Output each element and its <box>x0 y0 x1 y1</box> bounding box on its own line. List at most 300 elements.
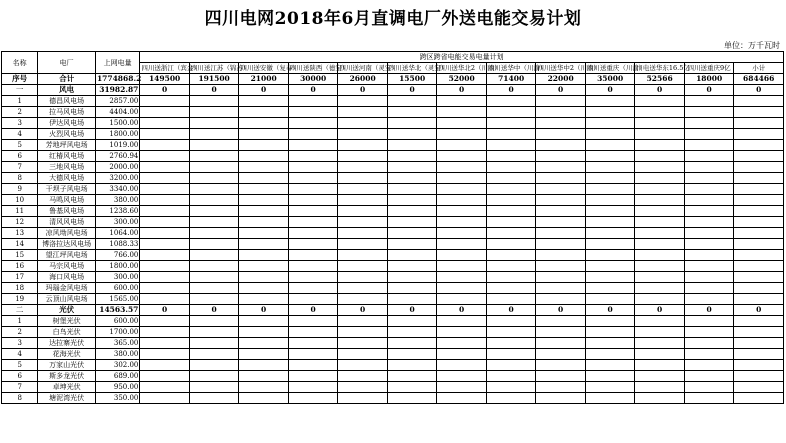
empty-cell <box>734 239 784 250</box>
section-value: 0 <box>288 85 338 96</box>
empty-cell <box>585 349 635 360</box>
plant-name: 卓坤光伏 <box>38 382 96 393</box>
empty-cell <box>140 250 190 261</box>
empty-cell <box>338 129 388 140</box>
row-number: 15 <box>2 250 38 261</box>
online-value: 302.00 <box>95 360 139 371</box>
empty-cell <box>437 195 487 206</box>
online-value: 1800.00 <box>95 129 139 140</box>
empty-cell <box>734 162 784 173</box>
total-value: 21000 <box>239 74 289 85</box>
empty-cell <box>585 371 635 382</box>
empty-cell <box>635 239 685 250</box>
section-value: 0 <box>239 85 289 96</box>
section-value: 0 <box>536 85 586 96</box>
empty-cell <box>189 250 239 261</box>
row-number: 14 <box>2 239 38 250</box>
table-row <box>2 96 784 107</box>
empty-cell <box>288 173 338 184</box>
empty-cell <box>635 162 685 173</box>
empty-cell <box>140 217 190 228</box>
table-row <box>2 173 784 184</box>
empty-cell <box>189 151 239 162</box>
table-row <box>2 239 784 250</box>
empty-cell <box>635 206 685 217</box>
section-value: 0 <box>635 85 685 96</box>
column-header: 四川送华北（灵宝） <box>388 64 448 72</box>
empty-cell <box>635 250 685 261</box>
table-row <box>2 349 784 360</box>
empty-cell <box>189 162 239 173</box>
empty-cell <box>338 151 388 162</box>
empty-cell <box>536 261 586 272</box>
table-row <box>2 283 784 294</box>
empty-cell <box>734 206 784 217</box>
empty-cell <box>585 272 635 283</box>
empty-cell <box>338 371 388 382</box>
empty-cell <box>536 239 586 250</box>
empty-cell <box>734 349 784 360</box>
empty-cell <box>437 118 487 129</box>
empty-cell <box>684 393 734 404</box>
online-value: 2000.00 <box>95 162 139 173</box>
empty-cell <box>635 217 685 228</box>
empty-cell <box>387 129 437 140</box>
empty-cell <box>140 129 190 140</box>
empty-cell <box>486 239 536 250</box>
online-value: 689.00 <box>95 371 139 382</box>
empty-cell <box>338 283 388 294</box>
table-row <box>2 327 784 338</box>
empty-cell <box>338 118 388 129</box>
row-number: 3 <box>2 118 38 129</box>
empty-cell <box>585 118 635 129</box>
section-value: 0 <box>387 305 437 316</box>
empty-cell <box>437 349 487 360</box>
empty-cell <box>684 371 734 382</box>
empty-cell <box>734 360 784 371</box>
empty-cell <box>536 118 586 129</box>
section-value: 0 <box>684 85 734 96</box>
section-value: 0 <box>140 85 190 96</box>
column-header: 四川送河南（灵宝） <box>339 64 398 72</box>
empty-cell <box>486 360 536 371</box>
empty-cell <box>239 283 289 294</box>
empty-cell <box>536 294 586 305</box>
section-value: 0 <box>338 85 388 96</box>
empty-cell <box>338 382 388 393</box>
empty-cell <box>536 371 586 382</box>
empty-cell <box>387 151 437 162</box>
empty-cell <box>437 96 487 107</box>
empty-cell <box>437 151 487 162</box>
section-row <box>2 85 784 96</box>
empty-cell <box>536 173 586 184</box>
empty-cell <box>140 118 190 129</box>
row-number: 9 <box>2 184 38 195</box>
empty-cell <box>585 382 635 393</box>
online-value: 300.00 <box>95 272 139 283</box>
empty-cell <box>536 195 586 206</box>
empty-cell <box>437 184 487 195</box>
section-value: 0 <box>734 85 784 96</box>
empty-cell <box>684 382 734 393</box>
empty-cell <box>387 294 437 305</box>
empty-cell <box>140 162 190 173</box>
empty-cell <box>189 261 239 272</box>
plant-name: 清风风电场 <box>38 217 96 228</box>
empty-cell <box>437 173 487 184</box>
section-value: 0 <box>338 305 388 316</box>
unit-note: 单位：万千瓦时 <box>724 41 780 50</box>
empty-cell <box>140 338 190 349</box>
empty-cell <box>338 360 388 371</box>
empty-cell <box>239 250 289 261</box>
row-number: 4 <box>2 349 38 360</box>
empty-cell <box>486 118 536 129</box>
table-row <box>2 261 784 272</box>
empty-cell <box>734 371 784 382</box>
empty-cell <box>585 162 635 173</box>
empty-cell <box>437 250 487 261</box>
online-value: 600.00 <box>95 283 139 294</box>
empty-cell <box>288 393 338 404</box>
empty-cell <box>239 393 289 404</box>
empty-cell <box>734 217 784 228</box>
transaction-plan-table <box>1 51 784 404</box>
empty-cell <box>585 195 635 206</box>
empty-cell <box>486 151 536 162</box>
empty-cell <box>734 195 784 206</box>
empty-cell <box>734 96 784 107</box>
empty-cell <box>684 184 734 195</box>
empty-cell <box>338 393 388 404</box>
empty-cell <box>684 162 734 173</box>
online-value: 1238.60 <box>95 206 139 217</box>
empty-cell <box>536 327 586 338</box>
empty-cell <box>684 140 734 151</box>
empty-cell <box>635 338 685 349</box>
column-header: 川电送华东16.5亿 <box>636 64 690 72</box>
empty-cell <box>536 96 586 107</box>
empty-cell <box>536 107 586 118</box>
empty-cell <box>486 272 536 283</box>
row-number: 13 <box>2 228 38 239</box>
empty-cell <box>437 107 487 118</box>
empty-cell <box>684 195 734 206</box>
empty-cell <box>536 338 586 349</box>
empty-cell <box>140 239 190 250</box>
empty-cell <box>486 184 536 195</box>
empty-cell <box>486 250 536 261</box>
empty-cell <box>189 338 239 349</box>
table-row <box>2 162 784 173</box>
section-number: 一 <box>2 85 38 96</box>
empty-cell <box>486 349 536 360</box>
empty-cell <box>239 173 289 184</box>
empty-cell <box>140 261 190 272</box>
table-row <box>2 184 784 195</box>
table-row <box>2 360 784 371</box>
empty-cell <box>140 360 190 371</box>
row-number: 18 <box>2 283 38 294</box>
empty-cell <box>635 118 685 129</box>
empty-cell <box>635 151 685 162</box>
empty-cell <box>585 360 635 371</box>
total-value: 52000 <box>437 74 487 85</box>
section-value: 0 <box>140 305 190 316</box>
empty-cell <box>338 272 388 283</box>
empty-cell <box>536 316 586 327</box>
empty-cell <box>288 283 338 294</box>
empty-cell <box>387 316 437 327</box>
empty-cell <box>338 316 388 327</box>
table-row <box>2 217 784 228</box>
plant-name: 三地风电场 <box>38 162 96 173</box>
empty-cell <box>239 294 289 305</box>
empty-cell <box>684 151 734 162</box>
table-row <box>2 118 784 129</box>
empty-cell <box>140 272 190 283</box>
empty-cell <box>338 327 388 338</box>
plant-name: 云顶山风电场 <box>38 294 96 305</box>
row-number: 1 <box>2 316 38 327</box>
empty-cell <box>437 393 487 404</box>
online-value: 2760.94 <box>95 151 139 162</box>
empty-cell <box>486 294 536 305</box>
section-label: 光伏 <box>38 305 96 316</box>
empty-cell <box>189 327 239 338</box>
empty-cell <box>338 96 388 107</box>
empty-cell <box>140 140 190 151</box>
empty-cell <box>437 360 487 371</box>
plant-name: 红椿风电场 <box>38 151 96 162</box>
empty-cell <box>387 338 437 349</box>
plant-name: 花海光伏 <box>38 349 96 360</box>
empty-cell <box>536 151 586 162</box>
empty-cell <box>140 96 190 107</box>
empty-cell <box>387 140 437 151</box>
empty-cell <box>635 140 685 151</box>
empty-cell <box>635 349 685 360</box>
empty-cell <box>140 151 190 162</box>
section-value: 0 <box>635 305 685 316</box>
online-value: 950.00 <box>95 382 139 393</box>
row-number: 8 <box>2 393 38 404</box>
empty-cell <box>387 184 437 195</box>
empty-cell <box>338 349 388 360</box>
empty-cell <box>239 371 289 382</box>
empty-cell <box>288 184 338 195</box>
row-number: 2 <box>2 327 38 338</box>
plant-name: 凉风坳风电场 <box>38 228 96 239</box>
empty-cell <box>140 107 190 118</box>
empty-cell <box>387 327 437 338</box>
empty-cell <box>338 228 388 239</box>
section-online: 31982.87 <box>95 85 139 96</box>
empty-cell <box>734 283 784 294</box>
empty-cell <box>635 129 685 140</box>
empty-cell <box>684 206 734 217</box>
empty-cell <box>288 129 338 140</box>
empty-cell <box>387 239 437 250</box>
section-value: 0 <box>288 305 338 316</box>
empty-cell <box>140 173 190 184</box>
empty-cell <box>140 206 190 217</box>
online-value: 1500.00 <box>95 118 139 129</box>
empty-cell <box>140 228 190 239</box>
empty-cell <box>635 327 685 338</box>
section-value: 0 <box>486 85 536 96</box>
empty-cell <box>437 316 487 327</box>
empty-cell <box>486 327 536 338</box>
empty-cell <box>486 96 536 107</box>
table-row <box>2 140 784 151</box>
empty-cell <box>635 283 685 294</box>
empty-cell <box>189 371 239 382</box>
empty-cell <box>239 228 289 239</box>
empty-cell <box>189 140 239 151</box>
section-value: 0 <box>437 305 487 316</box>
empty-cell <box>734 327 784 338</box>
empty-cell <box>486 393 536 404</box>
total-value: 35000 <box>585 74 635 85</box>
empty-cell <box>734 129 784 140</box>
empty-cell <box>585 173 635 184</box>
empty-cell <box>338 140 388 151</box>
empty-cell <box>387 272 437 283</box>
online-value: 1700.00 <box>95 327 139 338</box>
row-number: 5 <box>2 360 38 371</box>
empty-cell <box>536 349 586 360</box>
empty-cell <box>288 327 338 338</box>
empty-cell <box>140 382 190 393</box>
empty-cell <box>288 140 338 151</box>
table-row <box>2 316 784 327</box>
empty-cell <box>585 206 635 217</box>
online-value: 1800.00 <box>95 261 139 272</box>
total-value: 71400 <box>486 74 536 85</box>
empty-cell <box>189 107 239 118</box>
plant-name: 芳地坪风电场 <box>38 140 96 151</box>
empty-cell <box>288 107 338 118</box>
table-row <box>2 250 784 261</box>
table-row <box>2 129 784 140</box>
online-value: 4404.00 <box>95 107 139 118</box>
empty-cell <box>684 316 734 327</box>
empty-cell <box>387 162 437 173</box>
plant-name: 斯多龙光伏 <box>38 371 96 382</box>
empty-cell <box>288 162 338 173</box>
empty-cell <box>437 217 487 228</box>
empty-cell <box>635 294 685 305</box>
empty-cell <box>338 107 388 118</box>
table-row <box>2 206 784 217</box>
plant-name: 达拉寨光伏 <box>38 338 96 349</box>
online-value: 380.00 <box>95 195 139 206</box>
empty-cell <box>635 184 685 195</box>
header-group: 跨区跨省电能交易电量计划 <box>140 52 784 63</box>
empty-cell <box>437 371 487 382</box>
empty-cell <box>239 382 289 393</box>
empty-cell <box>536 250 586 261</box>
empty-cell <box>486 129 536 140</box>
empty-cell <box>239 129 289 140</box>
empty-cell <box>684 228 734 239</box>
empty-cell <box>635 261 685 272</box>
plant-name: 塘泥湾光伏 <box>38 393 96 404</box>
empty-cell <box>486 206 536 217</box>
empty-cell <box>585 107 635 118</box>
total-online: 1774868.2 <box>96 74 142 83</box>
empty-cell <box>189 173 239 184</box>
empty-cell <box>387 283 437 294</box>
empty-cell <box>189 228 239 239</box>
empty-cell <box>189 195 239 206</box>
section-online: 14563.57 <box>95 305 139 316</box>
empty-cell <box>437 162 487 173</box>
plant-name: 火烈风电场 <box>38 129 96 140</box>
empty-cell <box>437 261 487 272</box>
empty-cell <box>239 360 289 371</box>
empty-cell <box>239 316 289 327</box>
empty-cell <box>189 382 239 393</box>
empty-cell <box>387 228 437 239</box>
empty-cell <box>486 195 536 206</box>
empty-cell <box>585 261 635 272</box>
empty-cell <box>239 195 289 206</box>
empty-cell <box>239 184 289 195</box>
column-header: 四川送浙江（宾金） <box>141 64 200 72</box>
empty-cell <box>189 294 239 305</box>
empty-cell <box>338 184 388 195</box>
empty-cell <box>437 140 487 151</box>
plant-name: 海口风电场 <box>38 272 96 283</box>
empty-cell <box>635 272 685 283</box>
empty-cell <box>387 217 437 228</box>
empty-cell <box>684 283 734 294</box>
empty-cell <box>288 382 338 393</box>
empty-cell <box>635 228 685 239</box>
plant-name: 伊达风电场 <box>38 118 96 129</box>
empty-cell <box>486 316 536 327</box>
row-number: 11 <box>2 206 38 217</box>
empty-cell <box>734 250 784 261</box>
empty-cell <box>288 272 338 283</box>
section-number: 二 <box>2 305 38 316</box>
row-number: 7 <box>2 162 38 173</box>
empty-cell <box>140 393 190 404</box>
empty-cell <box>239 151 289 162</box>
empty-cell <box>387 382 437 393</box>
empty-cell <box>239 338 289 349</box>
empty-cell <box>140 327 190 338</box>
empty-cell <box>684 96 734 107</box>
seq-header: 序号 <box>2 74 38 85</box>
empty-cell <box>387 206 437 217</box>
table-row <box>2 393 784 404</box>
section-label: 风电 <box>38 85 96 96</box>
plant-name: 玛瑙金风电场 <box>38 283 96 294</box>
empty-cell <box>288 371 338 382</box>
empty-cell <box>338 217 388 228</box>
empty-cell <box>734 272 784 283</box>
empty-cell <box>239 272 289 283</box>
empty-cell <box>338 173 388 184</box>
total-value: 149500 <box>140 74 190 85</box>
section-value: 0 <box>437 85 487 96</box>
total-value: 15500 <box>387 74 437 85</box>
